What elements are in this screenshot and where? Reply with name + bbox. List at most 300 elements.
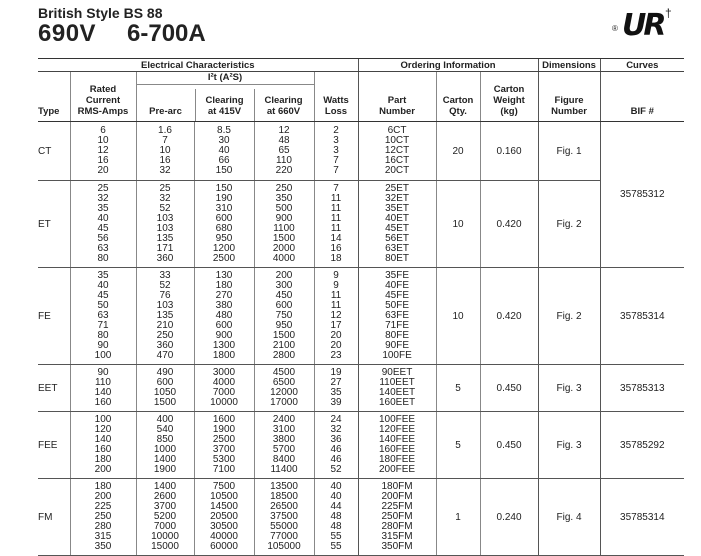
- part-number-cell-value: 12CT: [384, 145, 410, 156]
- bif-cell: 35785314: [600, 479, 684, 556]
- part-number-cell-value: 100FE: [382, 350, 412, 361]
- figure-number-cell: Fig. 3: [538, 365, 600, 412]
- watts-loss-cell-value: 7: [333, 155, 339, 166]
- watts-loss-cell-value: 18: [330, 253, 342, 264]
- prearc-cell-value: 33: [159, 270, 171, 281]
- clearing-660-cell: [254, 122, 314, 181]
- part-number-cell-value: 40ET: [385, 213, 409, 224]
- clearing-415-cell-value: 270: [215, 290, 233, 301]
- clearing-660-cell-value: 77000: [270, 531, 298, 542]
- rated-current-cell-value: 120: [94, 424, 112, 435]
- prearc-cell-value: 1400: [153, 481, 177, 492]
- prearc-cell: [136, 268, 194, 365]
- clearing-415-cell-value: 3700: [212, 444, 236, 455]
- clearing-415-cell-value: 14500: [210, 501, 238, 512]
- rated-current-cell-value: 160: [94, 444, 112, 455]
- watts-loss-cell-value: 16: [330, 243, 342, 254]
- prearc-cell-value: 470: [156, 350, 174, 361]
- watts-loss-cell-value: 9: [333, 270, 339, 281]
- i2t-heading: I²t (A²S): [137, 72, 314, 85]
- prearc-cell-value: 10: [159, 145, 171, 156]
- clearing-660-cell-value: 4500: [272, 367, 296, 378]
- clearing-415-cell: [194, 268, 254, 365]
- fuse-type-row: [38, 268, 684, 365]
- clearing-660-cell-value: 3800: [272, 434, 296, 445]
- part-number-cell-value: 280FM: [381, 521, 413, 532]
- part-number-cell-value: 20CT: [384, 165, 410, 176]
- part-number-cell-value: 32ET: [385, 193, 409, 204]
- clearing-660-cell-value: 18500: [270, 491, 298, 502]
- clearing-415-cell-value: 40000: [210, 531, 238, 542]
- clearing-660-cell-value: 250: [275, 183, 293, 194]
- clearing-660-cell-value: 900: [275, 213, 293, 224]
- prearc-cell: [136, 412, 194, 479]
- watts-loss-cell-value: 36: [330, 434, 342, 445]
- clearing-660-cell-value: 1500: [272, 330, 296, 341]
- part-number-cell-value: 140EET: [378, 387, 416, 398]
- watts-loss-cell-value: 32: [330, 424, 342, 435]
- part-number-cell-value: 250FM: [381, 511, 413, 522]
- col-carton-weight: Carton Weight (kg): [480, 72, 538, 122]
- rated-current-cell-value: 35: [97, 270, 109, 281]
- part-number-cell: [358, 181, 436, 268]
- clearing-660-cell-value: 4000: [272, 253, 296, 264]
- prearc-cell-value: 103: [156, 223, 174, 234]
- watts-loss-cell: [314, 365, 358, 412]
- watts-loss-cell-value: 52: [330, 464, 342, 475]
- clearing-415-cell-value: 2500: [212, 253, 236, 264]
- prearc-cell-value: 135: [156, 310, 174, 321]
- clearing-415-cell: [194, 365, 254, 412]
- watts-loss-cell-value: 7: [333, 183, 339, 194]
- part-number-cell-value: 225FM: [381, 501, 413, 512]
- part-number-cell-value: 63ET: [385, 243, 409, 254]
- fuse-type-row: [38, 479, 684, 556]
- type-cell: FEE: [38, 412, 70, 479]
- type-cell: EET: [38, 365, 70, 412]
- part-number-cell-value: 90EET: [381, 367, 413, 378]
- clearing-660-cell-value: 105000: [267, 541, 301, 552]
- carton-weight-cell: 0.420: [480, 181, 538, 268]
- clearing-415-cell-value: 130: [215, 270, 233, 281]
- watts-loss-cell: [314, 268, 358, 365]
- part-number-cell: [358, 268, 436, 365]
- clearing-415-cell-value: 40: [218, 145, 230, 156]
- carton-qty-cell: 5: [436, 412, 480, 479]
- prearc-cell-value: 850: [156, 434, 174, 445]
- carton-weight-cell: 0.450: [480, 412, 538, 479]
- clearing-415-cell-value: 190: [215, 193, 233, 204]
- prearc-cell-value: 103: [156, 213, 174, 224]
- col-clearing-660: Clearing at 660V: [254, 89, 313, 121]
- clearing-415-cell-value: 30500: [210, 521, 238, 532]
- clearing-660-cell-value: 2000: [272, 243, 296, 254]
- watts-loss-cell: [314, 181, 358, 268]
- type-cell: CT: [38, 122, 70, 181]
- clearing-660-cell-value: 450: [275, 290, 293, 301]
- clearing-415-cell: [194, 181, 254, 268]
- clearing-660-cell-value: 8400: [272, 454, 296, 465]
- clearing-415-cell-value: 3000: [212, 367, 236, 378]
- watts-loss-cell-value: 20: [330, 340, 342, 351]
- rated-current-cell-value: 40: [97, 213, 109, 224]
- group-dimensions: Dimensions: [538, 59, 600, 72]
- figure-number-cell: Fig. 2: [538, 268, 600, 365]
- rated-current-cell-value: 32: [97, 193, 109, 204]
- clearing-660-cell-value: 12: [278, 125, 290, 136]
- clearing-415-cell-value: 7500: [212, 481, 236, 492]
- carton-qty-cell: 5: [436, 365, 480, 412]
- watts-loss-cell-value: 55: [330, 541, 342, 552]
- bif-cell-merged: 35785312: [600, 122, 684, 268]
- watts-loss-cell-value: 48: [330, 521, 342, 532]
- prearc-cell-value: 1000: [153, 444, 177, 455]
- rated-current-cell-value: 350: [94, 541, 112, 552]
- clearing-415-cell-value: 8.5: [217, 125, 231, 136]
- clearing-660-cell-value: 750: [275, 310, 293, 321]
- col-rated-current: Rated Current RMS-Amps: [70, 72, 136, 122]
- part-number-cell-value: 160EET: [378, 397, 416, 408]
- watts-loss-cell-value: 27: [330, 377, 342, 388]
- clearing-415-cell-value: 150: [215, 183, 233, 194]
- carton-qty-cell: 20: [436, 122, 480, 181]
- clearing-660-cell-value: 65: [278, 145, 290, 156]
- rated-current-cell-value: 180: [94, 454, 112, 465]
- watts-loss-cell-value: 11: [330, 290, 342, 301]
- rated-current-cell-value: 280: [94, 521, 112, 532]
- watts-loss-cell-value: 17: [330, 320, 342, 331]
- watts-loss-cell-value: 11: [330, 300, 342, 311]
- bif-cell: 35785313: [600, 365, 684, 412]
- clearing-415-cell-value: 66: [218, 155, 230, 166]
- clearing-660-cell-value: 350: [275, 193, 293, 204]
- rated-current-cell-value: 6: [100, 125, 106, 136]
- col-carton-qty: Carton Qty.: [436, 72, 480, 122]
- prearc-cell-value: 1400: [153, 454, 177, 465]
- clearing-660-cell-value: 13500: [270, 481, 298, 492]
- clearing-415-cell-value: 7100: [212, 464, 236, 475]
- watts-loss-cell-value: 20: [330, 330, 342, 341]
- rated-current-cell-value: 50: [97, 300, 109, 311]
- prearc-cell-value: 1500: [153, 397, 177, 408]
- rated-current-cell-value: 63: [97, 243, 109, 254]
- part-number-cell-value: 50FE: [385, 300, 409, 311]
- prearc-cell-value: 135: [156, 233, 174, 244]
- clearing-415-cell-value: 380: [215, 300, 233, 311]
- clearing-415-cell-value: 150: [215, 165, 233, 176]
- part-number-cell-value: 200FEE: [378, 464, 416, 475]
- watts-loss-cell-value: 11: [330, 193, 342, 204]
- carton-qty-cell: 1: [436, 479, 480, 556]
- rated-current-cell-value: 250: [94, 511, 112, 522]
- part-number-cell-value: 6CT: [387, 125, 407, 136]
- clearing-415-cell-value: 30: [218, 135, 230, 146]
- clearing-415-cell-value: 680: [215, 223, 233, 234]
- part-number-cell-value: 140FEE: [378, 434, 416, 445]
- rated-current-cell-value: 45: [97, 290, 109, 301]
- clearing-415-cell: [194, 412, 254, 479]
- watts-loss-cell-value: 35: [330, 387, 342, 398]
- clearing-415-cell-value: 180: [215, 280, 233, 291]
- part-number-cell: [358, 365, 436, 412]
- fuse-spec-table: [38, 58, 684, 556]
- clearing-660-cell-value: 48: [278, 135, 290, 146]
- bif-cell: 35785292: [600, 412, 684, 479]
- part-number-cell-value: 16CT: [384, 155, 410, 166]
- rated-current-cell-value: 225: [94, 501, 112, 512]
- watts-loss-cell-value: 11: [330, 203, 342, 214]
- rated-current-cell: [70, 479, 136, 556]
- prearc-cell-value: 250: [156, 330, 174, 341]
- clearing-660-cell-value: 55000: [270, 521, 298, 532]
- prearc-cell: [136, 365, 194, 412]
- clearing-415-cell-value: 480: [215, 310, 233, 321]
- rated-current-cell: [70, 412, 136, 479]
- carton-weight-cell: 0.420: [480, 268, 538, 365]
- watts-loss-cell-value: 2: [333, 125, 339, 136]
- clearing-660-cell-value: 5700: [272, 444, 296, 455]
- clearing-415-cell-value: 10000: [210, 397, 238, 408]
- rated-current-cell-value: 20: [97, 165, 109, 176]
- prearc-cell-value: 1.6: [158, 125, 172, 136]
- rated-current-cell-value: 100: [94, 350, 112, 361]
- prearc-cell-value: 3700: [153, 501, 177, 512]
- watts-loss-cell-value: 55: [330, 531, 342, 542]
- clearing-660-cell-value: 2800: [272, 350, 296, 361]
- rated-current-cell: [70, 365, 136, 412]
- clearing-660-cell-value: 3100: [272, 424, 296, 435]
- clearing-660-cell-value: 1500: [272, 233, 296, 244]
- part-number-cell-value: 110EET: [379, 377, 415, 388]
- clearing-415-cell-value: 5300: [212, 454, 236, 465]
- clearing-660-cell-value: 200: [275, 270, 293, 281]
- rated-current-cell-value: 100: [94, 414, 112, 425]
- part-number-cell-value: 80ET: [385, 253, 409, 264]
- watts-loss-cell-value: 12: [330, 310, 342, 321]
- clearing-415-cell-value: 1300: [212, 340, 236, 351]
- rated-current-cell: [70, 122, 136, 181]
- watts-loss-cell-value: 23: [330, 350, 342, 361]
- part-number-cell-value: 45FE: [385, 290, 409, 301]
- clearing-660-cell-value: 950: [275, 320, 293, 331]
- clearing-415-cell: [194, 479, 254, 556]
- prearc-cell-value: 25: [159, 183, 171, 194]
- type-cell: FE: [38, 268, 70, 365]
- clearing-415-cell-value: 1200: [212, 243, 236, 254]
- col-i2t-group: [136, 72, 314, 122]
- part-number-cell: [358, 412, 436, 479]
- part-number-cell-value: 120FEE: [378, 424, 416, 435]
- clearing-660-cell-value: 12000: [270, 387, 298, 398]
- clearing-660-cell: [254, 181, 314, 268]
- clearing-660-cell: [254, 365, 314, 412]
- watts-loss-cell-value: 19: [330, 367, 342, 378]
- prearc-cell-value: 52: [159, 203, 171, 214]
- rated-current-cell-value: 200: [94, 464, 112, 475]
- prearc-cell-value: 2600: [153, 491, 177, 502]
- watts-loss-cell-value: 7: [333, 165, 339, 176]
- figure-number-cell: Fig. 4: [538, 479, 600, 556]
- watts-loss-cell-value: 46: [330, 444, 342, 455]
- prearc-cell-value: 1050: [153, 387, 177, 398]
- clearing-660-cell-value: 600: [275, 300, 293, 311]
- figure-number-cell: Fig. 1: [538, 122, 600, 181]
- clearing-415-cell-value: 310: [215, 203, 233, 214]
- voltage-rating: 690V: [38, 20, 97, 47]
- watts-loss-cell-value: 40: [330, 481, 342, 492]
- rated-current-cell-value: 140: [94, 387, 112, 398]
- col-figure-number: Figure Number: [538, 72, 600, 122]
- prearc-cell-value: 540: [156, 424, 174, 435]
- part-number-cell-value: 180FEE: [378, 454, 416, 465]
- watts-loss-cell-value: 3: [333, 145, 339, 156]
- watts-loss-cell-value: 48: [330, 511, 342, 522]
- part-number-cell-value: 200FM: [381, 491, 413, 502]
- rated-current-cell-value: 180: [94, 481, 112, 492]
- prearc-cell-value: 103: [156, 300, 174, 311]
- part-number-cell-value: 56ET: [385, 233, 409, 244]
- part-number-cell-value: 35FE: [385, 270, 409, 281]
- col-clearing-415: Clearing at 415V: [195, 89, 254, 121]
- clearing-415-cell-value: 600: [215, 213, 233, 224]
- part-number-cell-value: 315FM: [381, 531, 413, 542]
- clearing-415-cell-value: 950: [215, 233, 233, 244]
- prearc-cell-value: 600: [156, 377, 174, 388]
- part-number-cell-value: 100FEE: [378, 414, 416, 425]
- clearing-415-cell-value: 10500: [210, 491, 238, 502]
- part-number-cell-value: 350FM: [381, 541, 413, 552]
- clearing-415-cell: [194, 122, 254, 181]
- clearing-415-cell-value: 1800: [212, 350, 236, 361]
- rated-current-cell-value: 80: [97, 330, 109, 341]
- rated-current-cell-value: 71: [97, 320, 109, 331]
- watts-loss-cell-value: 11: [330, 223, 342, 234]
- figure-number-cell: Fig. 3: [538, 412, 600, 479]
- clearing-415-cell-value: 2500: [212, 434, 236, 445]
- clearing-660-cell-value: 300: [275, 280, 293, 291]
- clearing-415-cell-value: 60000: [210, 541, 238, 552]
- watts-loss-cell-value: 24: [330, 414, 342, 425]
- prearc-cell-value: 171: [156, 243, 174, 254]
- clearing-660-cell-value: 110: [276, 155, 292, 166]
- col-prearc: Pre-arc: [149, 106, 182, 117]
- carton-weight-cell: 0.160: [480, 122, 538, 181]
- rated-current-cell-value: 25: [97, 183, 109, 194]
- carton-qty-cell: 10: [436, 268, 480, 365]
- prearc-cell-value: 7000: [153, 521, 177, 532]
- prearc-cell-value: 76: [159, 290, 171, 301]
- watts-loss-cell: [314, 122, 358, 181]
- prearc-cell-value: 360: [156, 253, 174, 264]
- col-watts-loss: Watts Loss: [314, 72, 358, 122]
- part-number-cell-value: 25ET: [385, 183, 409, 194]
- fuse-type-row: [38, 181, 684, 268]
- part-number-cell-value: 63FE: [385, 310, 409, 321]
- column-header-row: [38, 72, 684, 122]
- prearc-cell-value: 490: [156, 367, 174, 378]
- rated-current-cell-value: 35: [97, 203, 109, 214]
- rated-current-cell-value: 90: [97, 340, 109, 351]
- group-ordering: Ordering Information: [358, 59, 538, 72]
- rated-current-cell-value: 56: [97, 233, 109, 244]
- fuse-type-row: [38, 122, 684, 181]
- watts-loss-cell-value: 40: [330, 491, 342, 502]
- series-subtitle: British Style BS 88: [38, 5, 163, 21]
- clearing-415-cell-value: 600: [215, 320, 233, 331]
- clearing-660-cell-value: 1100: [273, 223, 295, 234]
- ul-recognized-logo: [612, 6, 682, 43]
- clearing-660-cell-value: 2100: [272, 340, 296, 351]
- dagger-mark: †: [665, 6, 672, 20]
- clearing-660-cell: [254, 479, 314, 556]
- prearc-cell: [136, 479, 194, 556]
- watts-loss-cell: [314, 479, 358, 556]
- prearc-cell-value: 360: [156, 340, 174, 351]
- figure-number-cell: Fig. 2: [538, 181, 600, 268]
- clearing-415-cell-value: 1600: [212, 414, 236, 425]
- group-electrical: Electrical Characteristics: [38, 59, 358, 72]
- clearing-415-cell-value: 7000: [212, 387, 236, 398]
- registered-mark: ®: [612, 24, 618, 33]
- part-number-cell-value: 160FEE: [378, 444, 416, 455]
- group-curves: Curves: [600, 59, 684, 72]
- clearing-415-cell-value: 900: [215, 330, 233, 341]
- watts-loss-cell-value: 44: [330, 501, 342, 512]
- rated-current-cell-value: 90: [97, 367, 109, 378]
- rated-current-cell: [70, 181, 136, 268]
- carton-weight-cell: 0.450: [480, 365, 538, 412]
- watts-loss-cell: [314, 412, 358, 479]
- prearc-cell-value: 1900: [153, 464, 177, 475]
- col-part-number: Part Number: [358, 72, 436, 122]
- prearc-cell-value: 7: [162, 135, 168, 146]
- part-number-cell-value: 71FE: [385, 320, 409, 331]
- bif-cell: 35785314: [600, 268, 684, 365]
- prearc-cell-value: 210: [156, 320, 174, 331]
- part-number-cell-value: 10CT: [384, 135, 410, 146]
- clearing-660-cell-value: 6500: [272, 377, 296, 388]
- clearing-660-cell-value: 11400: [270, 464, 298, 475]
- part-number-cell-value: 45ET: [385, 223, 409, 234]
- amp-range: 6-700A: [127, 20, 206, 47]
- rated-current-cell-value: 40: [97, 280, 109, 291]
- type-cell: ET: [38, 181, 70, 268]
- rated-current-cell-value: 12: [97, 145, 109, 156]
- clearing-660-cell-value: 220: [275, 165, 293, 176]
- clearing-415-cell-value: 20500: [210, 511, 238, 522]
- carton-qty-cell: 10: [436, 181, 480, 268]
- clearing-660-cell-value: 37500: [270, 511, 298, 522]
- rated-current-cell: [70, 268, 136, 365]
- prearc-cell-value: 32: [159, 165, 171, 176]
- rated-current-cell-value: 80: [97, 253, 109, 264]
- watts-loss-cell-value: 11: [330, 213, 342, 224]
- watts-loss-cell-value: 3: [333, 135, 339, 146]
- prearc-cell: [136, 181, 194, 268]
- rated-current-cell-value: 110: [95, 377, 111, 388]
- rated-current-cell-value: 160: [94, 397, 112, 408]
- watts-loss-cell-value: 14: [330, 233, 342, 244]
- part-number-cell-value: 35ET: [385, 203, 409, 214]
- rated-current-cell-value: 45: [97, 223, 109, 234]
- part-number-cell-value: 90FE: [385, 340, 409, 351]
- rated-current-cell-value: 315: [94, 531, 112, 542]
- rated-current-cell-value: 140: [94, 434, 112, 445]
- watts-loss-cell-value: 46: [330, 454, 342, 465]
- part-number-cell: [358, 479, 436, 556]
- prearc-cell-value: 400: [156, 414, 174, 425]
- watts-loss-cell-value: 39: [330, 397, 342, 408]
